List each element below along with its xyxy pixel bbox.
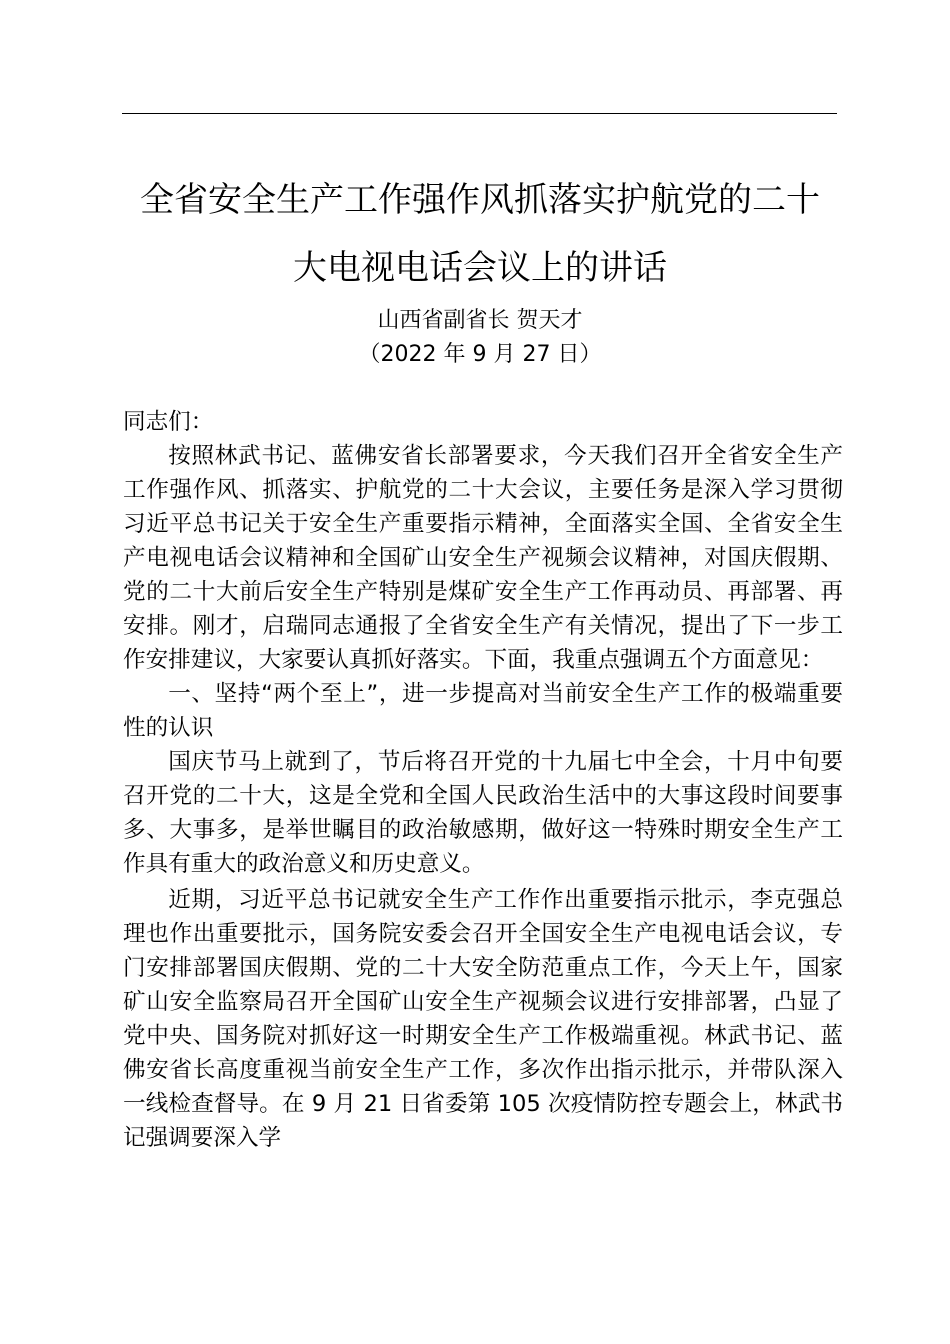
salutation: 同志们： bbox=[123, 409, 214, 435]
section-heading-1: 一、坚持“两个至上”，进一步提高对当前安全生产工作的极端重要性的认识 bbox=[123, 681, 843, 741]
paragraph-national-day: 国庆节马上就到了，节后将召开党的十九届七中全会，十月中旬要召开党的二十大，这是全党和全国人民政治生活中的大事这段时间要事多、大事多，是举世瞩目的政治敏感期，做好这一特殊时期安全生产工作具有重大的政治意义和历史意义。 bbox=[123, 749, 843, 877]
document-title-line-2: 大电视电话会议上的讲话 bbox=[293, 248, 667, 288]
document-body bbox=[123, 405, 843, 1155]
date-line: （2022 年 9 月 27 日） bbox=[358, 342, 602, 367]
header-rule bbox=[122, 113, 837, 114]
author-line: 山西省副省长 贺天才 bbox=[377, 308, 583, 333]
paragraph-recent-instructions: 近期，习近平总书记就安全生产工作作出重要指示批示，李克强总理也作出重要批示，国务院安委会召开全国安全生产电视电话会议，专门安排部署国庆假期、党的二十大安全防范重点工作，今天上午，国家矿山安全监察局召开全国矿山安全生产视频会议进行安排部署，凸显了党中央、国务院对抓好这一时期安全生产工作极端重视。林武书记、蓝佛安省长高度重视当前安全生产工作，多次作出指示批示，并带队深入一线检查督导。在 9 月 21 日省委第 105 次疫情防控专题会上，林武书记强调要深入学 bbox=[123, 887, 843, 1151]
paragraph-intro: 按照林武书记、蓝佛安省长部署要求，今天我们召开全省安全生产工作强作风、抓落实、护航党的二十大会议，主要任务是深入学习贯彻习近平总书记关于安全生产重要指示精神，全面落实全国、全省安全生产电视电话会议精神和全国矿山安全生产视频会议精神，对国庆假期、党的二十大前后安全生产特别是煤矿安全生产工作再动员、再部署、再安排。刚才，启瑞同志通报了全省安全生产有关情况，提出了下一步工作安排建议，大家要认真抓好落实。下面，我重点强调五个方面意见： bbox=[123, 443, 843, 673]
document-title-line-1: 全省安全生产工作强作风抓落实护航党的二十 bbox=[140, 180, 820, 220]
